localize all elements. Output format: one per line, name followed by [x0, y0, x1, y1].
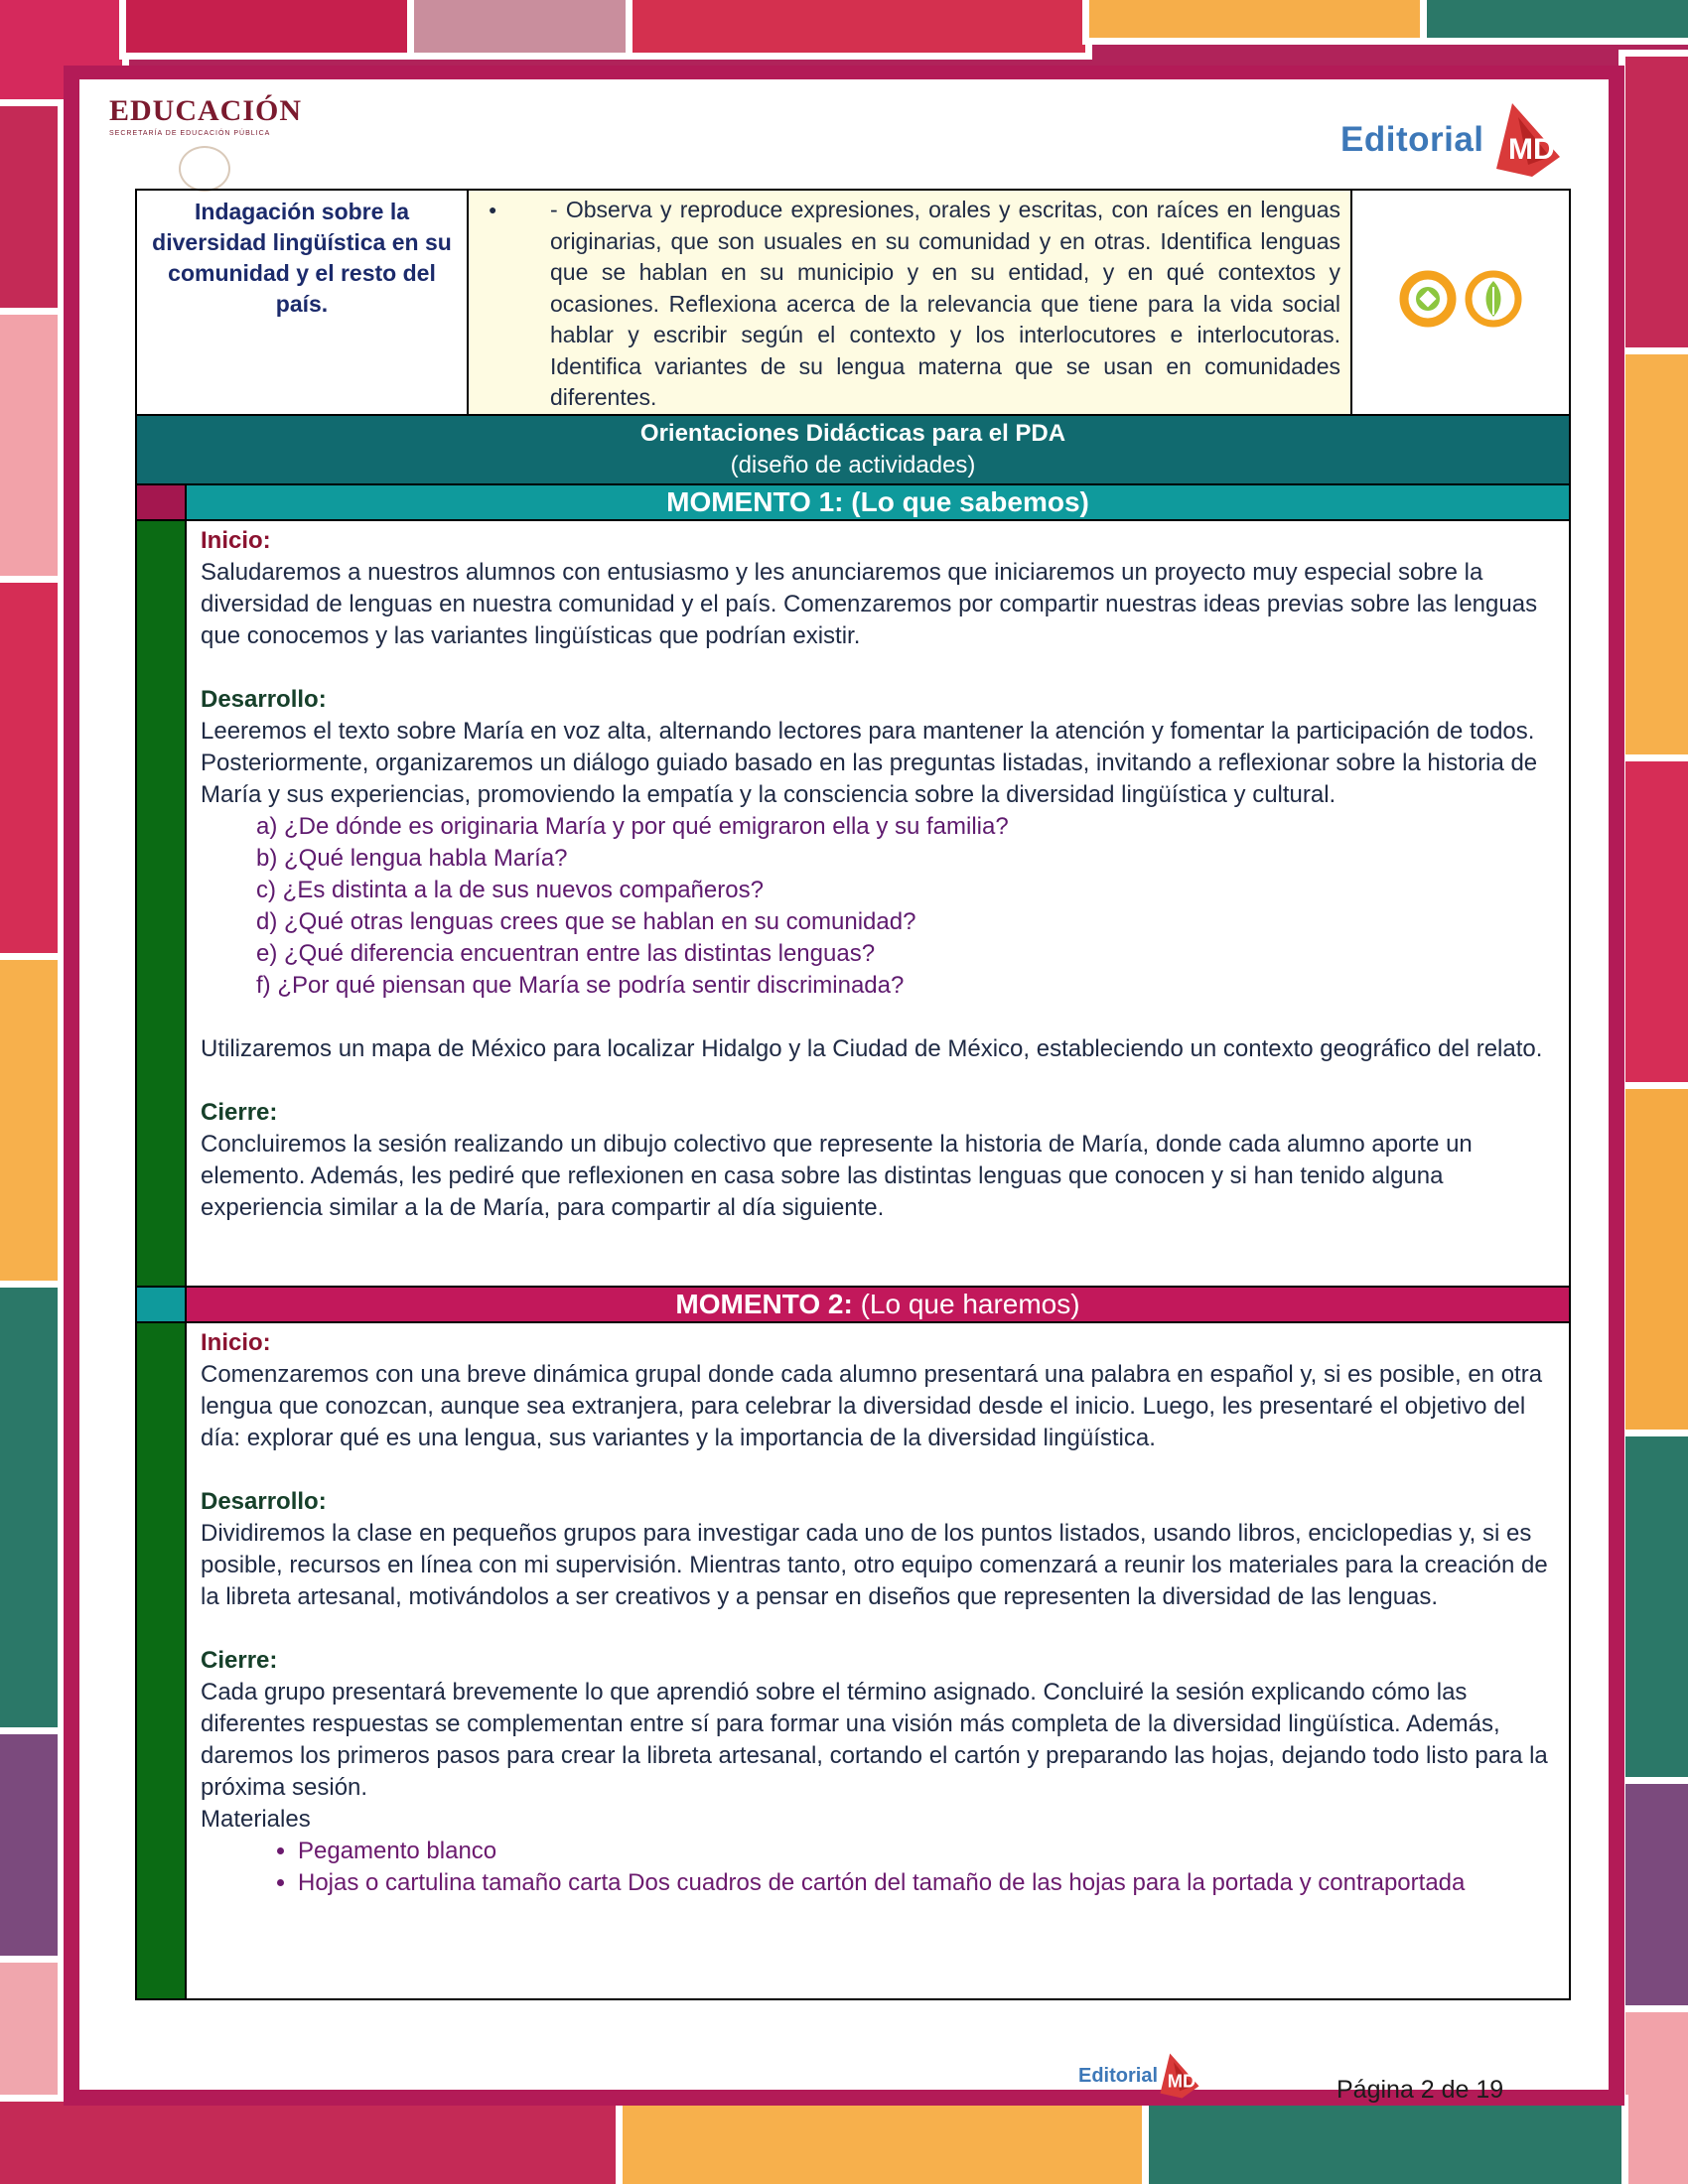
- bg-tile: [1618, 754, 1688, 1092]
- footer-md-badge-icon: [1158, 2051, 1201, 2101]
- pda-table: [135, 189, 1571, 416]
- materiales-list: [201, 1836, 1555, 1899]
- question-item: c) ¿Es distinta a la de sus nuevos compañeros?: [256, 876, 764, 903]
- content-title: Indagación sobre la diversidad lingüística en su comunidad y el resto del país.: [152, 199, 452, 317]
- momento2-text: [187, 1323, 1569, 1998]
- bg-tile: [616, 2095, 1152, 2184]
- orientaciones-header: [135, 416, 1571, 485]
- md-badge-icon: [1492, 99, 1564, 181]
- bg-tile: [0, 1281, 65, 1737]
- vida-saludable-icon: [1464, 269, 1523, 329]
- sep-logo-subtitle: SECRETARÍA DE EDUCACIÓN PÚBLICA: [109, 130, 271, 137]
- momento1-mapa-text: Utilizaremos un mapa de México para localizar Hidalgo y la Ciudad de México, estableciendo un contexto geográfico del relato.: [201, 1034, 1543, 1062]
- bg-tile: [0, 576, 65, 963]
- momento1-title: MOMENTO 1: (Lo que sabemos): [187, 485, 1569, 519]
- axis-icons-cell: [1351, 190, 1570, 415]
- momento2-marker: [137, 1288, 187, 1321]
- bg-tile: [1618, 1430, 1688, 1787]
- orientaciones-title: Orientaciones Didácticas para el PDA: [639, 419, 1066, 447]
- question-item: a) ¿De dónde es originaria María y por qué emigraron ella y su familia?: [256, 812, 1009, 840]
- momento1-cierre-text: Concluiremos la sesión realizando un dibujo colectivo que represente la historia de María, donde cada alumno aporte un elemento. Además, les pediré que reflexionen en casa sobre las distintas lenguas que conocen y si han tenido alguna experiencia similar a la de María, para compartir al día siguiente.: [201, 1130, 1473, 1221]
- question-item: b) ¿Qué lengua habla María?: [256, 844, 568, 872]
- momento2-cierre-text: Cada grupo presentará brevemente lo que aprendió sobre el término asignado. Concluiré la sesión explicando cómo las diferentes respuestas se complementan entre sí para formar una visión más completa de la diversidad lingüística. Además, daremos los primeros pasos para crear la libreta artesanal, cortando el cartón y preparando las hojas, dejando todo listo para la próxima sesión.: [201, 1678, 1548, 1801]
- bg-tile: [1420, 0, 1688, 45]
- bg-tile: [1142, 2095, 1628, 2184]
- momento1-header: [135, 485, 1571, 521]
- footer-md-badge-text: MD: [1167, 2070, 1196, 2092]
- md-badge-text: MD: [1507, 133, 1555, 166]
- sep-logo-text: EDUCACIÓN: [109, 94, 303, 127]
- sep-logo: [109, 94, 302, 137]
- material-item: • Pegamento blanco: [298, 1836, 1555, 1867]
- bg-tile: [1618, 1082, 1688, 1439]
- bg-tile: [1618, 2005, 1688, 2184]
- momento2-title-bold: MOMENTO 2:: [675, 1288, 853, 1319]
- question-item: d) ¿Qué otras lenguas crees que se hablan en su comunidad?: [256, 907, 916, 935]
- editorial-logo-text: Editorial: [1340, 120, 1484, 159]
- bg-tile: [1618, 50, 1688, 357]
- momento1-marker: [137, 485, 187, 519]
- page-number: Página 2 de 19: [1336, 2076, 1504, 2104]
- bg-tile: [626, 0, 1092, 60]
- interculturalidad-icon: [1398, 269, 1458, 329]
- questions-list: [201, 811, 1555, 1002]
- bg-tile: [119, 0, 417, 60]
- momento2-inicio-text: Comenzaremos con una breve dinámica grupal donde cada alumno presentará una palabra en español y, si es posible, en otra lengua que conozcan, aunque sea extranjera, para celebrar la diversidad desde el inicio. Luego, les presentaré el objetivo del día: explorar qué es una lengua, sus variantes y la importancia de la diversidad lingüística.: [201, 1360, 1543, 1451]
- orientaciones-subtitle: (diseño de actividades): [730, 451, 976, 478]
- momento1-text: [187, 521, 1569, 1286]
- question-item: e) ¿Qué diferencia encuentran entre las distintas lenguas?: [256, 939, 876, 967]
- momento1-body: [135, 521, 1571, 1288]
- momento1-inicio-label: Inicio:: [201, 526, 271, 554]
- bg-tile: [0, 308, 65, 586]
- editorial-md-logo: [1340, 99, 1564, 181]
- momento1-inicio-text: Saludaremos a nuestros alumnos con entusiasmo y les anunciaremos que iniciaremos un proyecto muy especial sobre la diversidad de lenguas en nuestra comunidad y el país. Comenzaremos por compartir nuestras ideas previas sobre las lenguas que conocemos y las variantes lingüísticas que podrían existir.: [201, 558, 1538, 649]
- momento2-title: [187, 1288, 1569, 1321]
- momento2-desarrollo-label: Desarrollo:: [201, 1487, 327, 1515]
- question-item: f) ¿Por qué piensan que María se podría sentir discriminada?: [256, 971, 905, 999]
- bg-tile: [0, 1727, 65, 1966]
- momento1-desarrollo-label: Desarrollo:: [201, 685, 327, 713]
- momento2-header: [135, 1288, 1571, 1323]
- footer-editorial-logo: [1078, 2051, 1201, 2101]
- planning-content: [135, 189, 1571, 2000]
- materiales-label: Materiales: [201, 1805, 311, 1833]
- momento2-cierre-label: Cierre:: [201, 1646, 278, 1674]
- national-seal-icon: [179, 146, 230, 192]
- bg-tile: [0, 953, 65, 1291]
- pda-text: - Observa y reproduce expresiones, orales y escritas, con raíces en lenguas originarias, que son usuales en su comunidad y en otras. Identifica lenguas que se hablan en su municipio y en su entidad, y en qué contextos y ocasiones. Reflexiona acerca de la relevancia que tiene para la vida social hablar y escribir según el contexto y los interlocutores e interlocutoras. Identifica variantes de su lengua materna que se usan en comunidades diferentes.: [550, 197, 1340, 410]
- bg-tile: [1618, 347, 1688, 764]
- momento2-inicio-label: Inicio:: [201, 1328, 271, 1356]
- momento2-title-rest: (Lo que haremos): [852, 1288, 1080, 1319]
- bg-tile: [1082, 0, 1430, 45]
- bg-tile: [0, 2095, 626, 2184]
- momento1-sidebar: [137, 521, 187, 1286]
- bullet-icon: ●: [489, 202, 497, 217]
- bg-tile: [407, 0, 635, 60]
- bg-tile: [1618, 1777, 1688, 2015]
- momento1-desarrollo-text: Leeremos el texto sobre María en voz alta, alternando lectores para mantener la atención y fomentar la participación de todos. Posteriormente, organizaremos un diálogo guiado basado en las preguntas listadas, invitando a reflexionar sobre la historia de María y sus experiencias, promoviendo la empatía y la consciencia sobre la diversidad lingüística y cultural.: [201, 717, 1538, 808]
- material-item: • Hojas o cartulina tamaño carta Dos cuadros de cartón del tamaño de las hojas para la portada y contraportada: [298, 1867, 1555, 1899]
- pda-cell: [468, 190, 1351, 415]
- pda-row: [136, 190, 1570, 415]
- momento2-desarrollo-text: Dividiremos la clase en pequeños grupos para investigar cada uno de los puntos listados, usando libros, enciclopedias y, si es posible, recursos en línea con mi supervisión. Mientras tanto, otro equipo comenzará a reunir los materiales para la creación de la libreta artesanal, motivándolos a ser creativos y a pensar en diseños que representen la diversidad de las lenguas.: [201, 1519, 1548, 1610]
- content-title-cell: [136, 190, 468, 415]
- bg-tile: [0, 99, 65, 318]
- footer-editorial-text: Editorial: [1078, 2064, 1159, 2087]
- momento2-body: [135, 1323, 1571, 2000]
- momento2-sidebar: [137, 1323, 187, 1998]
- momento1-cierre-label: Cierre:: [201, 1098, 278, 1126]
